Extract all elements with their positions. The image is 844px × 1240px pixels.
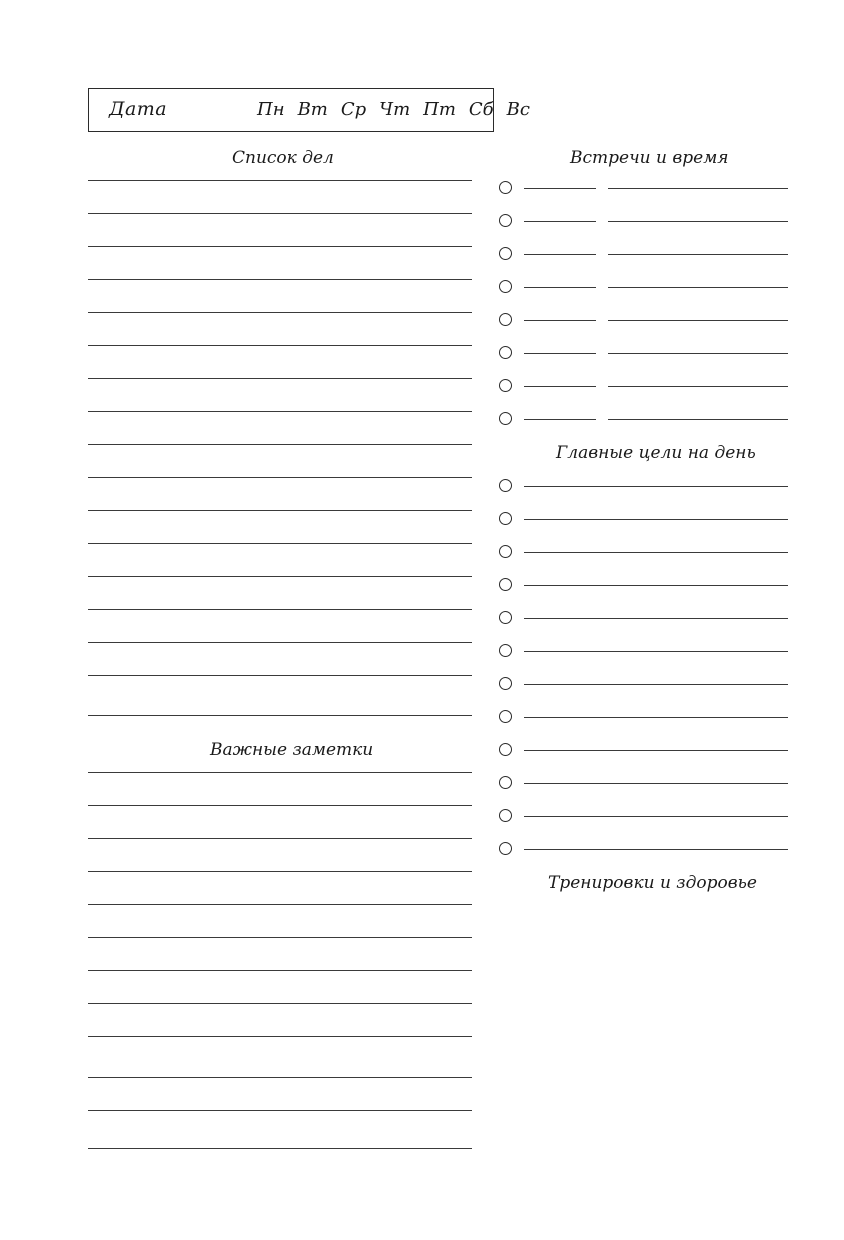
health-section-title: Тренировки и здоровье [548,873,757,893]
meetings-section-title: Встречи и время [570,148,729,168]
weekday-wed[interactable]: Ср [340,99,367,120]
goals-section-title: Главные цели на день [556,443,756,463]
notes-section-title: Важные заметки [210,740,374,760]
weekday-sat[interactable]: Сб [468,99,494,120]
weekday-fri[interactable]: Пт [423,99,456,120]
weekday-tue[interactable]: Вт [297,99,328,120]
date-label: Дата [109,98,168,120]
weekday-sun[interactable]: Вс [506,99,530,120]
weekday-thu[interactable]: Чт [379,99,411,120]
weekday-mon[interactable]: Пн [257,99,285,120]
todo-section-title: Список дел [232,148,334,168]
